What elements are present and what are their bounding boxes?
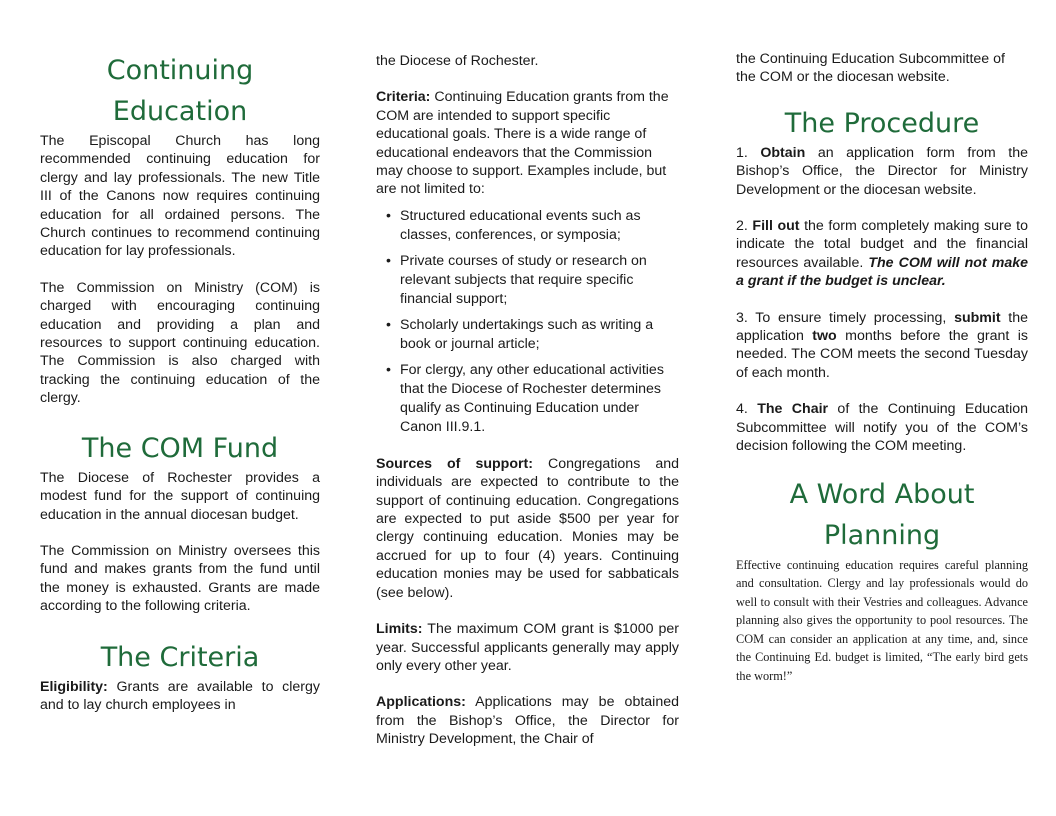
heading-continuing-education: Continuing Education bbox=[106, 55, 254, 127]
com-paragraph: The Commission on Ministry (COM) is charged with encouraging continuing education and providing a plan and resources to support continuing education. The Commission is also charged with tracking the continuing education of the clergy. bbox=[40, 279, 320, 407]
step-2: 2. Fill out the form completely making sure to indicate the total budget and the financial resources available. The COM will not make a grant if the budget is unclear. bbox=[736, 218, 1028, 290]
eligibility-text: Grants are available to clergy and to lay church employees in bbox=[40, 678, 320, 713]
heading-planning: A Word About Planning bbox=[789, 478, 975, 551]
applications-paragraph bbox=[376, 693, 679, 748]
list-item: • For clergy, any other educational activities that the Diocese of Rochester determines qualify as Continuing Education under Canon III.9.1. bbox=[386, 361, 679, 437]
intro-paragraph: The Episcopal Church has long recommended continuing education for clergy and lay professionals. The new Title III of the Canons now requires continuing education for all ordained persons. The Church continues to recommend continuing education for lay professionals. bbox=[40, 133, 320, 260]
continued-text: the Diocese of Rochester. bbox=[376, 53, 539, 69]
step-4: 4. The Chair of the Continuing Education Subcommittee will notify you of the COM’s decision following the COM meeting. bbox=[736, 401, 1028, 455]
sources-text: Congregations and individuals are expected to contribute to the support of continuing education. Congregations are expected to put aside $500 per year for clergy continuing education. Monies may be accrued for up to four (4) years. Continuing education monies may be used for sabbaticals (see below). bbox=[376, 455, 679, 601]
examples-list bbox=[376, 207, 679, 437]
applications-text: Applications may be obtained from the Bishop’s Office, the Director for Ministry Development, the Chair of bbox=[376, 694, 679, 748]
column-left bbox=[40, 50, 320, 714]
criteria-text: Continuing Education grants from the COM are intended to support specific educational goals. There is a wide range of educational endeavors that the Commission may choose to support. Examples include, but are not limited to: bbox=[376, 89, 669, 198]
sources-label: Sources of support: bbox=[376, 455, 533, 472]
step-1: 1. Obtain an application form from the Bishop’s Office, the Director for Ministry Development or the diocesan website. bbox=[736, 144, 1028, 198]
column-middle bbox=[376, 52, 679, 749]
limits-paragraph bbox=[376, 620, 679, 675]
step-3: 3. To ensure timely processing, submit the application two months before the grant is needed. The COM meets the second Tuesday of each month. bbox=[736, 309, 1029, 381]
applications-label: Applications: bbox=[376, 694, 466, 711]
sources-paragraph bbox=[376, 455, 679, 602]
continued-text: the Continuing Education Subcommittee of the COM or the diocesan website. bbox=[736, 51, 1005, 86]
heading-procedure: The Procedure bbox=[784, 107, 980, 139]
heading-com-fund: The COM Fund bbox=[81, 432, 279, 464]
list-item: • Private courses of study or research on relevant subjects that require specific financial support; bbox=[386, 252, 679, 309]
criteria-paragraph bbox=[376, 88, 679, 198]
oversight-paragraph: The Commission on Ministry oversees this fund and makes grants from the fund until the money is exhausted. Grants are made according to the following criteria. bbox=[40, 542, 320, 615]
column-right bbox=[736, 50, 1028, 686]
limits-label: Limits: bbox=[376, 621, 423, 638]
fund-paragraph: The Diocese of Rochester provides a modest fund for the support of continuing education in the annual diocesan budget. bbox=[40, 469, 320, 523]
limits-text: The maximum COM grant is $1000 per year. Successful applicants generally may apply only every other year. bbox=[376, 621, 679, 674]
eligibility-paragraph bbox=[40, 678, 320, 715]
criteria-label: Criteria: bbox=[376, 89, 431, 106]
list-item: • Scholarly undertakings such as writing a book or journal article; bbox=[386, 316, 679, 354]
eligibility-label: Eligibility: bbox=[40, 678, 108, 695]
list-item: • Structured educational events such as classes, conferences, or symposia; bbox=[386, 207, 679, 245]
planning-paragraph: Effective continuing education requires careful planning and consultation. Clergy and lay professionals would do well to consult with their Vestries and colleagues. Advance planning also gives the opportunity to pool resources. The COM can consider an application at any time, and, since the Continuing Ed. budget is limited, “The early bird gets the worm!” bbox=[736, 557, 1028, 684]
heading-criteria: The Criteria bbox=[100, 641, 260, 673]
